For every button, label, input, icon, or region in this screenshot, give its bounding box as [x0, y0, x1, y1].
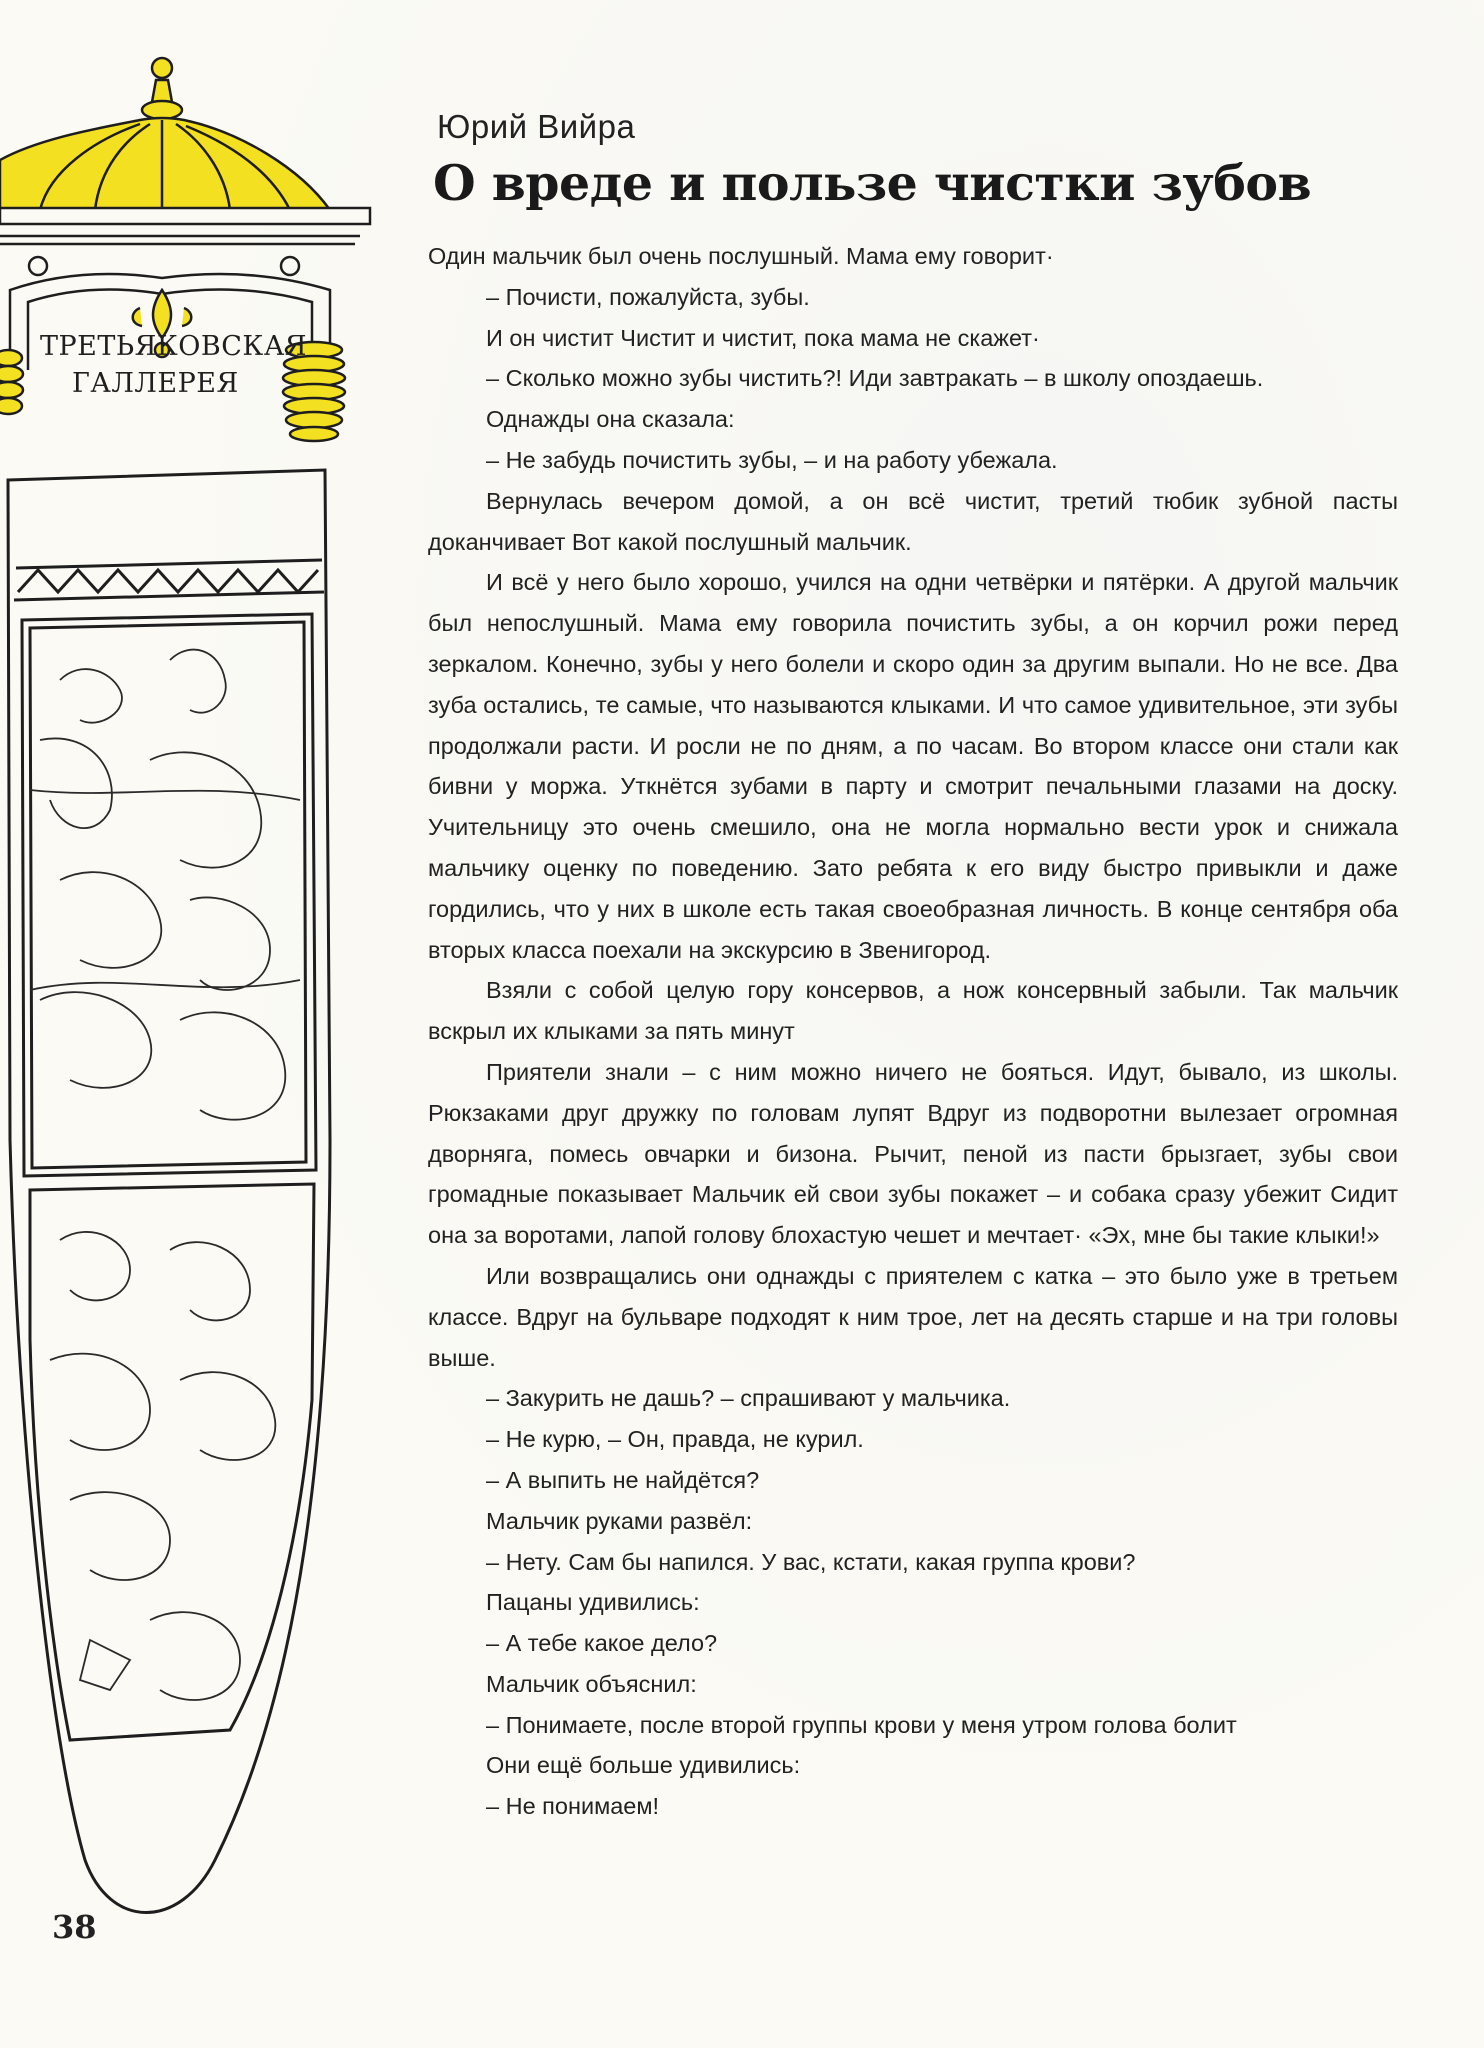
story-paragraph: – А тебе какое дело? [486, 1630, 718, 1657]
story-paragraph: И он чистит Чистит и чистит, пока мама не скажет· [486, 324, 1040, 351]
dome-icon [0, 58, 370, 224]
gallery-label-line-2: ГАЛЛЕРЕЯ [72, 368, 239, 399]
story-paragraph: – Нету. Сам бы напился. У вас, кстати, какая группа крови? [486, 1548, 1136, 1575]
story-paragraph: Однажды она сказала: [486, 406, 735, 433]
story-paragraph: – Сколько можно зубы чистить?! Иди завтракать – в школу опоздаешь. [486, 365, 1264, 392]
gallery-label-line-1: ТРЕТЬЯКОВСКАЯ [40, 331, 308, 362]
story-paragraph: – Не понимаем! [486, 1793, 660, 1820]
story-paragraph: Или возвращались они однажды с приятелем с катка – это было уже в третьем классе. Вдруг на бульваре подходят к ним трое, лет на десять старше и на три головы выше. [428, 1262, 1398, 1371]
story-paragraph: – Закурить не дашь? – спрашивают у мальчика. [486, 1385, 1011, 1412]
story-body [428, 236, 1398, 1827]
story-title: О вреде и пользе чистки зубов [433, 154, 1312, 212]
story-paragraph: Приятели знали – с ним можно ничего не бояться. Идут, бывало, из школы. Рюкзаками друг дружку по головам лупят Вдруг из подворотни вылезает огромная дворняга, помесь овчарки и бизона. Рычит, пеной из пасти брызгает, зубы свои громадные показывает Мальчик ей свои зубы покажет – и собака сразу убежит Сидит она за воротами, лапой голову блохастую чешет и мечтает· «Эх, мне бы такие клыки!» [428, 1058, 1398, 1249]
story-paragraph: – Не забудь почистить зубы, – и на работу убежала. [486, 446, 1058, 473]
story-paragraph: Пацаны удивились: [486, 1589, 700, 1616]
story-paragraph: Вернулась вечером домой, а он всё чистит, третий тюбик зубной пасты доканчивает Вот какой послушный мальчик. [428, 487, 1398, 555]
author-name: Юрий Вийра [437, 108, 636, 145]
page-number: 38 [52, 1908, 97, 1946]
story-paragraph: И всё у него было хорошо, учился на одни четвёрки и пятёрки. А другой мальчик был непослушный. Мама ему говорила почистить зубы, а он корчил рожи перед зеркалом. Конечно, зубы у него болели и скоро один за другим выпали. Но не все. Два зуба остались, те самые, что называются клыками. И что самое удивительное, эти зубы продолжали расти. И росли не по дням, а по часам. Во втором классе они стали как бивни у моржа. Уткнётся зубами в парту и смотрит печальными глазами на доску. Учительницу это очень смешило, она не могла нормально вести урок и снижала мальчику оценку по поведению. Зато ребята к его виду быстро привыкли и даже гордились, что у них в школе есть такая своеобразная личность. В конце сентября оба вторых класса поехали на экскурсию в Звенигород. [428, 569, 1398, 963]
tretyakov-gallery-illustration [0, 40, 390, 1940]
story-paragraph: Взяли с собой целую гору консервов, а нож консервный забыли. Так мальчик вскрыл их клыками за пять минут [428, 977, 1398, 1045]
story-paragraph: Один мальчик был очень послушный. Мама ему говорит· [428, 243, 1054, 269]
scabbard-panel [8, 470, 330, 1913]
story-paragraph: Мальчик объяснил: [486, 1670, 697, 1697]
story-paragraph: Мальчик руками развёл: [486, 1507, 753, 1534]
story-paragraph: – Понимаете, после второй группы крови у меня утром голова болит [486, 1711, 1237, 1738]
story-paragraph: – Не курю, – Он, правда, не курил. [486, 1426, 864, 1453]
story-paragraph: Они ещё больше удивились: [486, 1752, 801, 1779]
story-paragraph: – А выпить не найдётся? [486, 1466, 760, 1493]
story-paragraph: – Почисти, пожалуйста, зубы. [486, 283, 810, 310]
